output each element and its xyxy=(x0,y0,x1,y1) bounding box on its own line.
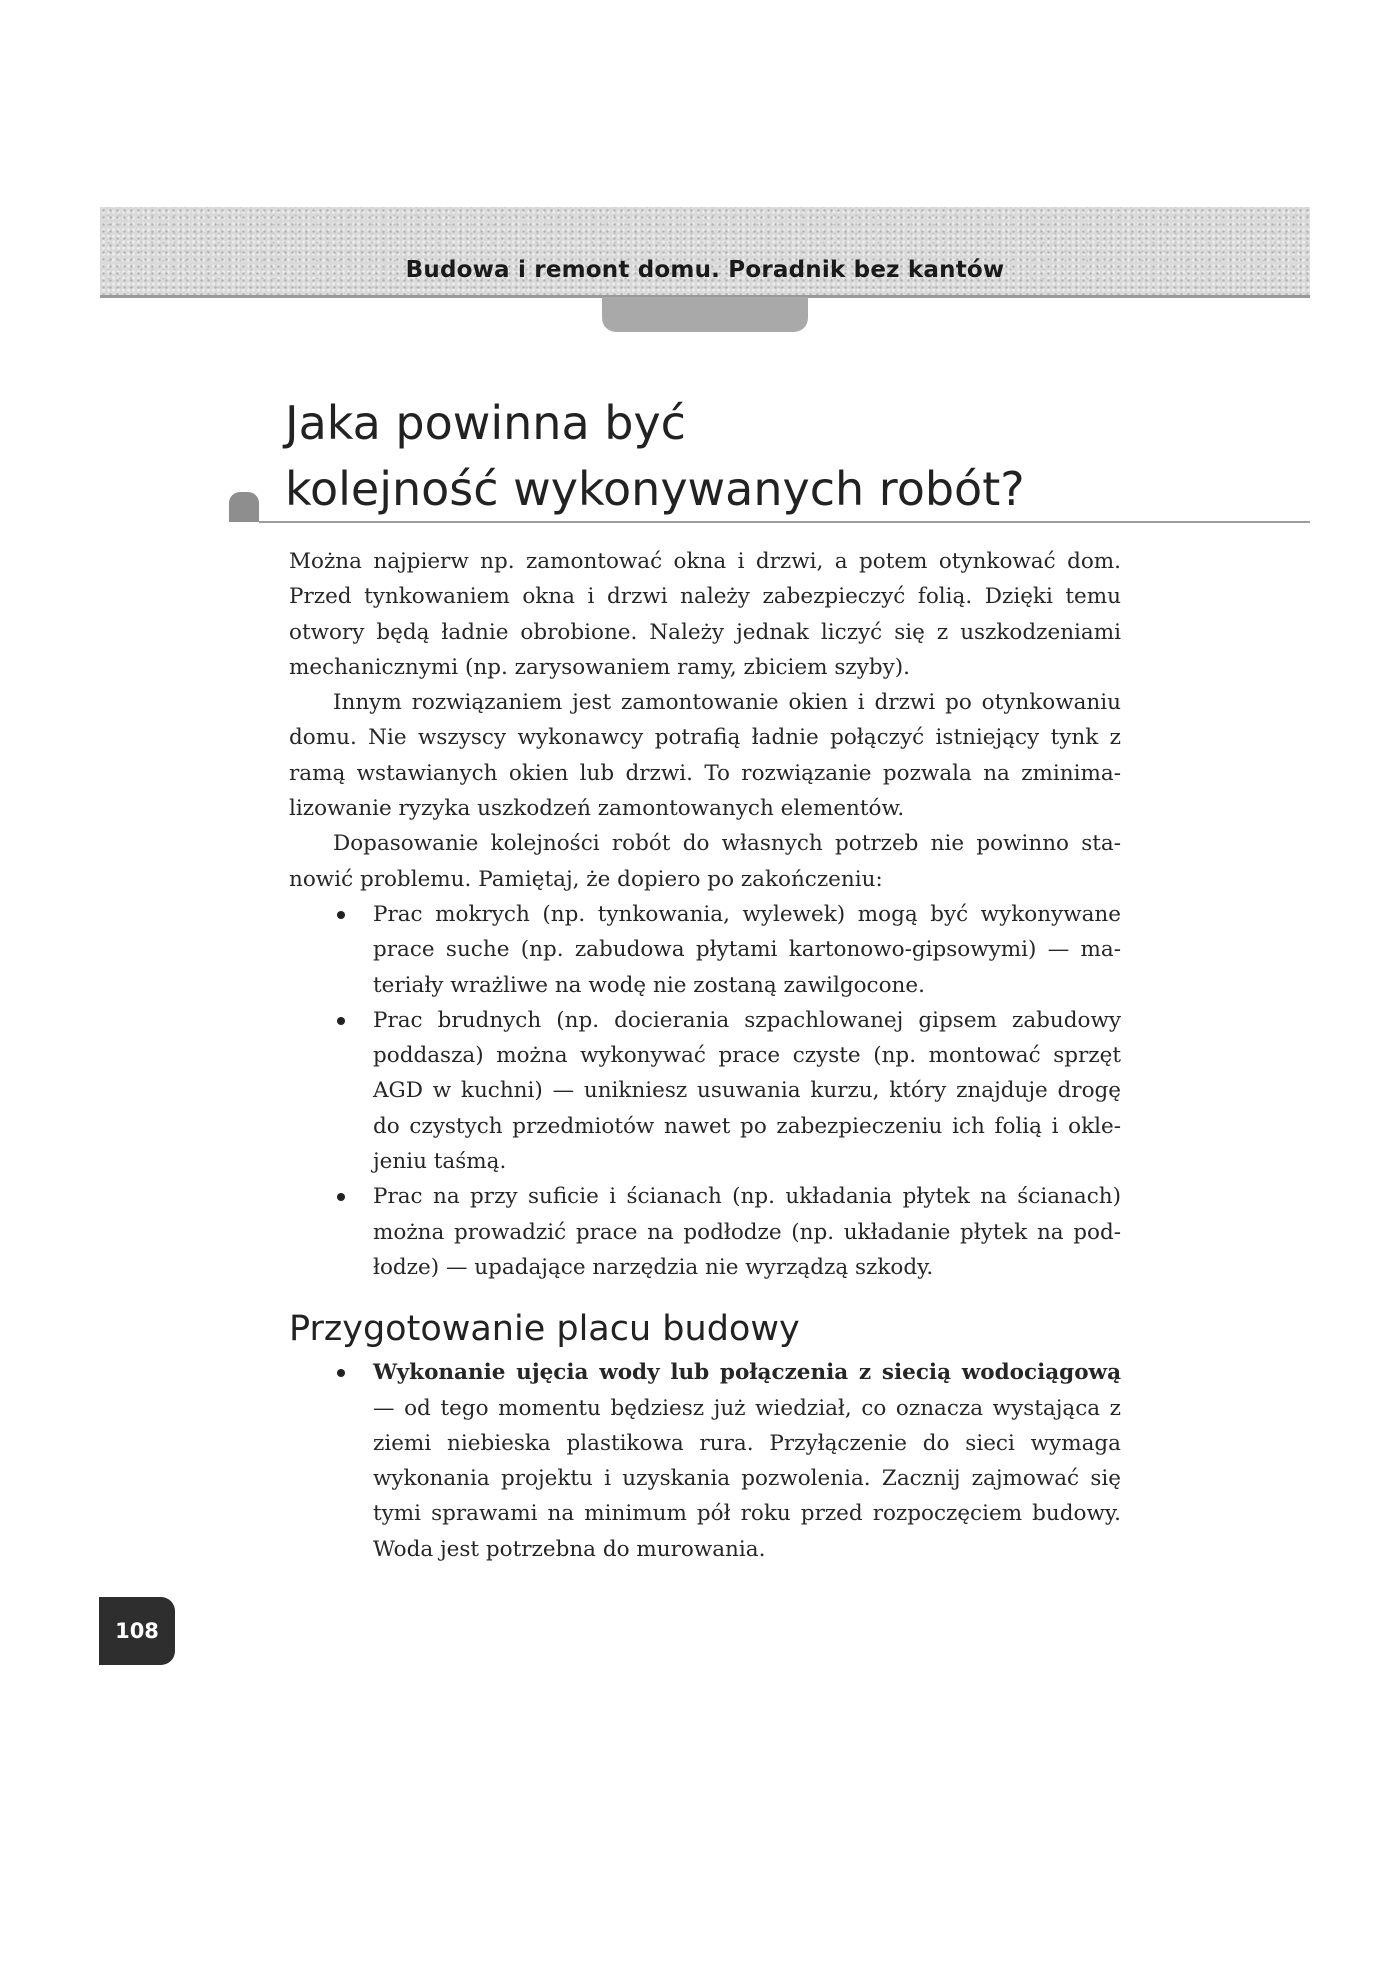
paragraph: Dopasowanie kolejności robót do własnych potrzeb nie powinno stanowić problemu. Pamiętaj, że dopiero po zakończeniu: xyxy=(289,831,1121,892)
section-heading: Przygotowanie placu budowy xyxy=(289,1309,800,1350)
list-item: Prac mokrych (np. tynkowania, wylewek) mogą być wykonywane prace suche (np. zabudowa płytami kartonowo-gipsowymi) — materiały wrażliwe na wodę nie zostaną zawilgocone. xyxy=(373,897,1121,1003)
heading-rule xyxy=(259,521,1310,523)
chapter-heading-line2: kolejność wykonywanych robót? xyxy=(285,462,1025,516)
chapter-heading-line1: Jaka powinna być xyxy=(285,396,686,450)
body-text xyxy=(289,544,1121,1567)
running-header-title: Budowa i remont domu. Poradnik bez kantów xyxy=(405,257,1005,283)
bullet-list xyxy=(289,1355,1121,1567)
running-header xyxy=(100,207,1310,295)
heading-marker-decoration xyxy=(229,492,259,522)
paragraph: Innym rozwiązaniem jest zamontowanie okien i drzwi po otynkowaniu domu. Nie wszyscy wykonawcy potrafią ładnie połączyć istniejący tynk z ramą wstawianych okien lub drzwi. To rozwiązanie pozwala na zminimalizowanie ryzyka uszkodzeń zamontowanych elementów. xyxy=(289,690,1121,822)
list-item xyxy=(373,1355,1121,1567)
chapter-heading xyxy=(285,390,1305,522)
list-item: Prac na przy suficie i ścianach (np. układania płytek na ścianach) można prowadzić prace na podłodze (np. układanie płytek na podłodze) — upadające narzędzia nie wyrządzą szkody. xyxy=(373,1179,1121,1285)
paragraph: Można najpierw np. zamontować okna i drzwi, a potem otynkować dom. Przed tynkowaniem okna i drzwi należy zabezpieczyć folią. Dzięki temu otwory będą ładnie obrobione. Należy jednak liczyć się z uszkodzeniami mechanicznymi (np. zarysowaniem ramy, zbiciem szyby). xyxy=(289,549,1121,680)
list-item-lead: Wykonanie ujęcia wody lub połączenia z siecią wodociągową xyxy=(373,1360,1121,1386)
page-number: 108 xyxy=(99,1597,175,1665)
bullet-list xyxy=(289,897,1121,1285)
list-item-text: — od tego momentu będziesz już wiedział, co oznacza wystająca z ziemi niebieska plastikowa rura. Przyłączenie do sieci wymaga wykonania projektu i uzyskania pozwolenia. Zacznij zajmować się tymi sprawami na minimum pół roku przed rozpoczęciem budowy. Woda jest potrzebna do murowania. xyxy=(373,1395,1121,1562)
list-item: Prac brudnych (np. docierania szpachlowanej gipsem zabudowy poddasza) można wykonywać prace czyste (np. montować sprzęt AGD w kuchni) — unikniesz usuwania kurzu, który znajduje drogę do czystych przedmiotów nawet po zabezpieczeniu ich folią i oklejeniu taśmą. xyxy=(373,1003,1121,1179)
header-tab-decoration xyxy=(602,297,808,332)
